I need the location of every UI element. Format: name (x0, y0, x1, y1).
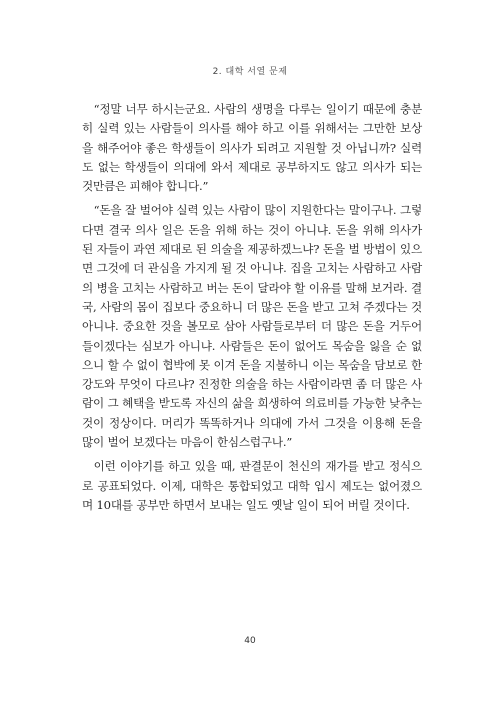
page-number: 40 (244, 636, 256, 646)
running-header: 2. 대학 서열 문제 (212, 67, 288, 77)
body-text (82, 100, 422, 520)
paragraph-2: “돈을 잘 벌어야 실력 있는 사람이 많이 지원한다는 말이구나. 그렇다면 결국 의사 일은 돈을 위해 하는 것이 아니냐. 돈을 위해 의사가 된 자들이 과연 제대로 된 의술을 제공하겠느냐? 돈을 벌 방법이 있으면 그것에 더 관심을 가지게 될 것 아니냐. 집을 고치는 사람하고 사람의 병을 고치는 사람하고 버는 돈이 달라야 할 이유를 말해 보거라. 결국, 사람의 몸이 집보다 중요하니 더 많은 돈을 받고 고쳐 주겠다는 것 아니냐. 중요한 것을 볼모로 삼아 사람들로부터 더 많은 돈을 거두어들이겠다는 심보가 아니냐. 사람들은 돈이 없어도 목숨을 잃을 순 없으니 할 수 없이 협박에 못 이겨 돈을 지불하니 이는 목숨을 담보로 한 강도와 무엇이 다르냐? 진정한 의술을 하는 사람이라면 좀 더 많은 사람이 그 혜택을 받도록 자신의 삶을 희생하여 의료비를 가능한 낮추는 것이 정상이다. 머리가 똑똑하거나 의대에 가서 그것을 이용해 돈을 많이 벌어 보겠다는 마음이 한심스럽구나.” (82, 203, 422, 450)
paragraph-3: 이런 이야기를 하고 있을 때, 판결문이 천신의 재가를 받고 정식으로 공표되었다. 이제, 대학은 통합되었고 대학 입시 제도는 없어졌으며 10대를 공부만 하면서 보내는 일도 옛날 일이 되어 버릴 것이다. (82, 459, 422, 512)
paragraph-1: “정말 너무 하시는군요. 사람의 생명을 다루는 일이기 때문에 충분히 실력 있는 사람들이 의사를 해야 하고 이를 위해서는 그만한 보상을 해주어야 좋은 학생들이 의사가 되려고 지원할 것 아닙니까? 실력도 없는 학생들이 의대에 와서 제대로 공부하지도 않고 의사가 되는 것만큼은 피해야 합니다.” (82, 102, 422, 194)
